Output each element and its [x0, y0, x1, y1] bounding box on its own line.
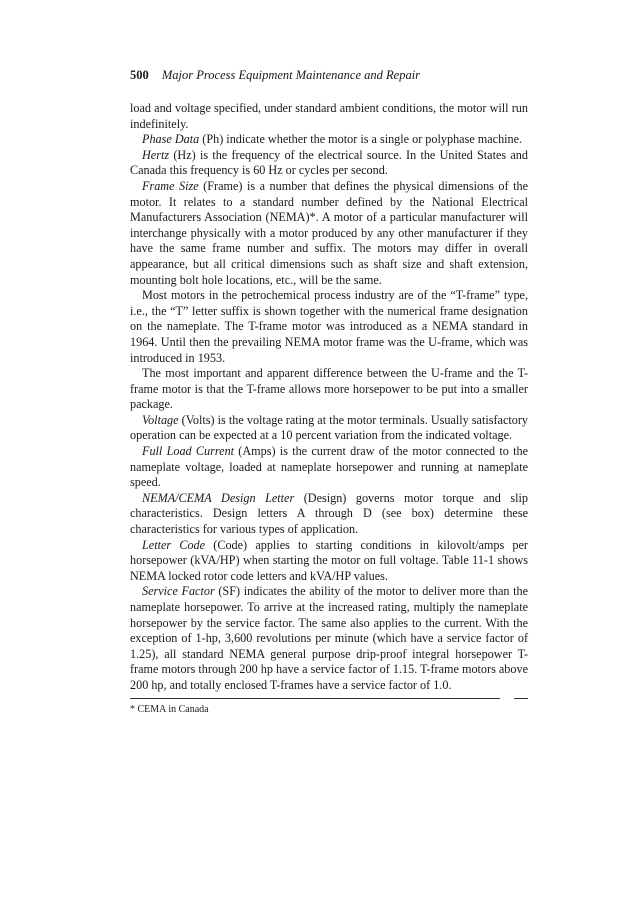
footnote-rule [130, 698, 500, 699]
paragraph-u-vs-t-frame [130, 366, 528, 413]
paragraph-text: load and voltage specified, under standard ambient conditions, the motor will run indefinitely. [130, 101, 528, 131]
paragraph-text: (SF) indicates the ability of the motor to deliver more than the nameplate horsepower. To arrive at the increased rating, multiply the nameplate horsepower by the service factor. The same also applies to the current. With the exception of 1-hp, 3,600 revolutions per minute (which have a service factor of 1.25), all standard NEMA general purpose drip-proof integral horsepower T-frame motors through 200 hp have a service factor of 1.15. T-frame motors above 200 hp, and totally enclosed T-frames have a service factor of 1.0. [130, 584, 529, 692]
paragraph-frame-size [130, 179, 528, 288]
paragraph-design-letter [130, 491, 528, 538]
paragraph-text: The most important and apparent difference between the U-frame and the T-frame motor is that the T-frame allows more horsepower to be put into a smaller package. [130, 366, 528, 412]
paragraph-term: Frame Size [142, 178, 199, 193]
paragraph-text: (Design) governs motor torque and slip characteristics. Design letters A through D (see box) determine these characteristics for various types of application. [130, 490, 528, 537]
paragraph-term: Voltage [142, 412, 179, 427]
paragraph-text: (Amps) is the current draw of the motor connected to the nameplate voltage, loaded at nameplate horsepower and running at nameplate speed. [130, 444, 529, 490]
paragraph-text: (Volts) is the voltage rating at the motor terminals. Usually satisfactory operation can be expected at a 10 percent variation from the indicated voltage. [130, 412, 528, 443]
running-header [130, 68, 528, 83]
paragraph-voltage [130, 413, 528, 444]
paragraph-text: (Frame) is a number that defines the physical dimensions of the motor. It relates to a standard number defined by the National Electrical Manufacturers Association (NEMA)*. A motor of a particular manufacturer will interchange physically with a motor produced by any other manufacturer if they have the same frame number and suffix. The motors may differ in overall appearance, but all critical dimensions such as shaft size and shaft extension, mounting bolt hole locations, etc., will be the same. [130, 178, 528, 287]
paragraph-term: Service Factor [142, 584, 215, 599]
page-number: 500 [130, 68, 149, 82]
footnote-rule-end [514, 698, 528, 699]
paragraph-term: Letter Code [142, 537, 206, 552]
paragraph-term: Hertz [142, 147, 170, 162]
paragraph-phase-data [130, 132, 528, 148]
paragraph-t-frame [130, 288, 528, 366]
page-content [130, 68, 528, 715]
paragraph-term: Phase Data [142, 132, 200, 147]
paragraph-full-load-current [130, 444, 528, 491]
paragraph-text: (Ph) indicate whether the motor is a single or polyphase machine. [199, 132, 523, 147]
paragraph-continuation [130, 101, 528, 132]
footnote: * CEMA in Canada [130, 703, 209, 715]
paragraph-term: Full Load Current [142, 444, 235, 459]
body-text [130, 101, 528, 694]
paragraph-hertz [130, 148, 528, 179]
paragraph-text: (Hz) is the frequency of the electrical source. In the United States and Canada this frequency is 60 Hz or cycles per second. [130, 147, 528, 178]
footnote-separator [130, 696, 528, 704]
paragraph-text: Most motors in the petrochemical process industry are of the “T-frame” type, i.e., the “T” letter suffix is shown together with the numerical frame designation on the nameplate. The T-frame motor was introduced as a NEMA standard in 1964. Until then the prevailing NEMA motor frame was the U-frame, which was introduced in 1953. [130, 288, 528, 365]
book-title: Major Process Equipment Maintenance and Repair [161, 68, 421, 82]
paragraph-term: NEMA/CEMA Design Letter [142, 490, 295, 505]
paragraph-text: (Code) applies to starting conditions in kilovolt/amps per horsepower (kVA/HP) when starting the motor on full voltage. Table 11-1 shows NEMA locked rotor code letters and kVA/HP values. [130, 537, 528, 583]
paragraph-letter-code [130, 538, 528, 585]
paragraph-service-factor [130, 584, 528, 693]
